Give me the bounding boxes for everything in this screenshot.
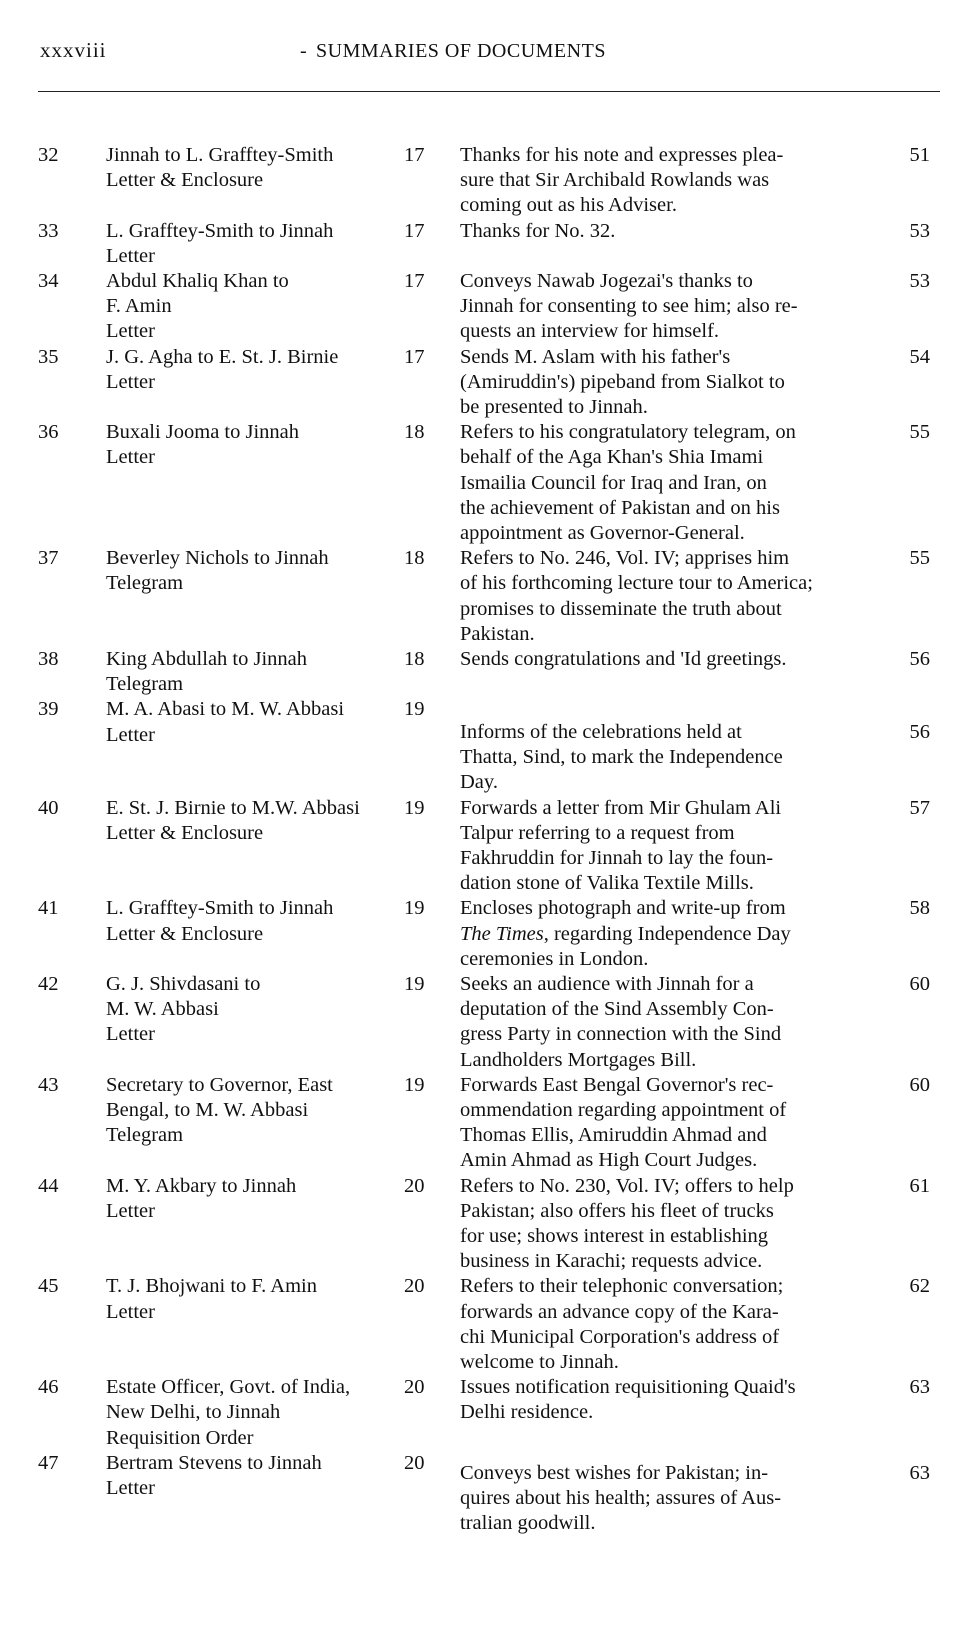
entry-number-line: 36 [38, 421, 59, 444]
entry-title-line: Estate Officer, Govt. of India, [106, 1376, 351, 1399]
entry-page [880, 896, 930, 921]
entry-date-line: 18 [404, 421, 425, 444]
entry-summary [460, 1274, 868, 1375]
summary-entry [0, 219, 968, 269]
entry-page-line: 53 [909, 219, 930, 242]
entry-summary-line: gress Party in connection with the Sind [460, 1023, 782, 1046]
entry-title-line: Telegram [106, 1124, 184, 1147]
page-number: xxxviii [40, 38, 107, 62]
entry-summary-line: Forwards a letter from Mir Ghulam Ali [460, 796, 782, 819]
entry-summary-line: business in Karachi; requests advice. [460, 1250, 763, 1273]
entry-summary-line: dation stone of Valika Textile Mills. [460, 872, 754, 895]
entry-date [404, 420, 440, 445]
entry-summary-line: Talpur referring to a request from [460, 821, 735, 844]
entry-summary-line: be presented to Jinnah. [460, 396, 648, 418]
summary-entry [0, 546, 968, 647]
summary-entry [0, 1174, 968, 1275]
entry-summary-line: forwards an advance copy of the Kara- [460, 1300, 779, 1323]
entry-page [880, 796, 930, 821]
header-rule [38, 91, 940, 92]
entry-title-line: Abdul Khaliq Khan to [106, 270, 289, 292]
entry-summary [460, 647, 868, 672]
entry-date [404, 896, 440, 921]
entry-summary-line: Amin Ahmad as High Court Judges. [460, 1149, 758, 1172]
entry-date-line: 20 [404, 1376, 425, 1399]
entry-number [38, 269, 78, 294]
entry-number-line: 35 [38, 345, 59, 368]
entry-page [880, 720, 930, 745]
entry-title-line: Secretary to Governor, East [106, 1073, 333, 1096]
entry-date [404, 1451, 440, 1476]
entry-summary [460, 546, 868, 647]
entry-number-line: 45 [38, 1275, 59, 1298]
entry-summary-line: Informs of the celebrations held at [460, 721, 742, 744]
entry-summary-line: Thomas Ellis, Amiruddin Ahmad and [460, 1124, 767, 1147]
entry-title [106, 269, 396, 345]
entry-title [106, 1375, 396, 1451]
entry-page-line: 63 [909, 1461, 930, 1484]
entry-summary-line: behalf of the Aga Khan's Shia Imami [460, 446, 764, 469]
entry-date-line: 19 [404, 897, 425, 920]
entry-number [38, 697, 78, 722]
entry-title-line: King Abdullah to Jinnah [106, 648, 308, 670]
entry-title-line: J. G. Agha to E. St. J. Birnie [106, 345, 339, 368]
entry-page [880, 1274, 930, 1299]
entry-date-line: 20 [404, 1451, 425, 1474]
entry-summary-line: Seeks an audience with Jinnah for a [460, 973, 754, 996]
entry-title-line: Letter & Enclosure [106, 922, 264, 945]
entry-page-line: 51 [909, 144, 930, 166]
entry-page-line: 55 [909, 547, 930, 570]
entry-summary-line: Refers to their telephonic conversation; [460, 1275, 784, 1298]
entry-number-line: 32 [38, 144, 59, 166]
entry-page [880, 143, 930, 168]
entry-summary [460, 345, 868, 421]
entry-date [404, 1174, 440, 1199]
entry-title-line: Beverley Nichols to Jinnah [106, 547, 329, 570]
entry-title-line: Letter [106, 244, 155, 267]
entry-summary-line: Delhi residence. [460, 1401, 594, 1424]
entry-title-line: G. J. Shivdasani to [106, 973, 261, 996]
entry-title-line: Letter [106, 370, 155, 393]
entry-summary-line: Forwards East Bengal Governor's rec- [460, 1073, 774, 1096]
entry-title-line: T. J. Bhojwani to F. Amin [106, 1275, 317, 1298]
entry-summary-line: Issues notification requisitioning Quaid's [460, 1376, 796, 1399]
entry-title [106, 420, 396, 470]
entry-page [880, 1174, 930, 1199]
entry-title-line: Buxali Jooma to Jinnah [106, 421, 300, 444]
entry-summary-line: Encloses photograph and write-up from [460, 897, 786, 920]
entry-page-line: 56 [909, 721, 930, 744]
entry-summary-line: (Amiruddin's) pipeband from Sialkot to [460, 370, 785, 393]
entry-page-line: 60 [909, 973, 930, 996]
entry-date [404, 546, 440, 571]
entry-summary-line: for use; shows interest in establishing [460, 1225, 769, 1248]
entry-title-line: Letter [106, 1300, 155, 1323]
entry-date-line: 19 [404, 1073, 425, 1096]
entry-date [404, 1375, 440, 1400]
entry-number-line: 47 [38, 1451, 59, 1474]
entry-page-line: 53 [909, 270, 930, 292]
entry-summary-line: The Times, regarding Independence Day [460, 922, 791, 945]
entry-summary-line: of his forthcoming lecture tour to America; [460, 572, 813, 595]
entry-number [38, 972, 78, 997]
entry-number [38, 219, 78, 244]
entry-date-line: 19 [404, 796, 425, 819]
entry-summary-line: Refers to his congratulatory telegram, on [460, 421, 796, 444]
header-dash: - [300, 40, 307, 62]
entry-page-line: 61 [909, 1174, 930, 1197]
entry-title-line: Letter [106, 723, 155, 746]
entry-summary-line: Fakhruddin for Jinnah to lay the foun- [460, 847, 774, 870]
entry-summary [460, 420, 868, 546]
entry-page-line: 63 [909, 1376, 930, 1399]
entry-title [106, 143, 396, 193]
entry-title-line: Letter & Enclosure [106, 169, 264, 192]
entry-title [106, 796, 396, 846]
entry-title-line: Letter [106, 446, 155, 469]
entry-number-line: 33 [38, 219, 59, 242]
entry-date [404, 269, 440, 294]
entry-date [404, 697, 440, 722]
entry-title-line: Telegram [106, 572, 184, 595]
entry-summary-line: Conveys best wishes for Pakistan; in- [460, 1461, 769, 1484]
entry-summary [460, 796, 868, 897]
entry-summary-line: sure that Sir Archibald Rowlands was [460, 169, 770, 192]
entry-page-line: 57 [909, 796, 930, 819]
entry-title-line: Requisition Order [106, 1426, 254, 1449]
entry-summary [460, 1461, 868, 1537]
entry-number-line: 46 [38, 1376, 59, 1399]
entry-summary-line: Thatta, Sind, to mark the Independence [460, 746, 783, 769]
entry-page-line: 58 [909, 897, 930, 920]
entry-title-line: Letter [106, 1477, 155, 1500]
entry-summary-line: the achievement of Pakistan and on his [460, 496, 780, 519]
entry-date [404, 219, 440, 244]
entry-title-line: Bertram Stevens to Jinnah [106, 1451, 322, 1474]
entry-title [106, 896, 396, 946]
entry-date [404, 972, 440, 997]
entry-number-line: 34 [38, 270, 59, 292]
entry-summary-line: coming out as his Adviser. [460, 194, 677, 217]
entry-summary-line: chi Municipal Corporation's address of [460, 1325, 780, 1348]
entry-date [404, 1274, 440, 1299]
publication-title: The Times [460, 922, 544, 945]
entry-summary-line: tralian goodwill. [460, 1512, 596, 1535]
entry-title-line: Letter [106, 1199, 155, 1222]
entry-summary [460, 896, 868, 972]
summary-entry [0, 1073, 968, 1174]
entry-date-line: 19 [404, 973, 425, 996]
entry-number [38, 647, 78, 672]
entry-number-line: 38 [38, 648, 59, 670]
entry-summary [460, 219, 868, 244]
entry-summary-line: Sends M. Aslam with his father's [460, 345, 731, 368]
entry-number [38, 796, 78, 821]
entry-summary [460, 972, 868, 1073]
entry-number [38, 1375, 78, 1400]
entry-page [880, 546, 930, 571]
summary-entry [0, 972, 968, 1073]
entry-number [38, 1174, 78, 1199]
entry-page-line: 56 [909, 648, 930, 670]
entry-title-line: New Delhi, to Jinnah [106, 1401, 281, 1424]
entry-date-line: 17 [404, 270, 425, 292]
entry-title-line: L. Grafftey-Smith to Jinnah [106, 219, 334, 242]
entry-number-line: 44 [38, 1174, 59, 1197]
entry-title-line: M. W. Abbasi [106, 998, 219, 1021]
running-title: SUMMARIES OF DOCUMENTS [316, 40, 606, 62]
entry-number-line: 40 [38, 796, 59, 819]
entry-date-line: 17 [404, 345, 425, 368]
entry-summary-line: Sends congratulations and 'Id greetings. [460, 648, 787, 670]
entry-title-line: Letter [106, 1023, 155, 1046]
entry-number-line: 41 [38, 897, 59, 920]
entry-page [880, 219, 930, 244]
entry-summary-line: Thanks for his note and expresses plea- [460, 144, 784, 166]
entry-title [106, 1174, 396, 1224]
entry-title-line: F. Amin [106, 295, 172, 318]
summary-entry [0, 420, 968, 546]
entry-summary-line: ommendation regarding appointment of [460, 1099, 787, 1122]
entry-page-line: 60 [909, 1073, 930, 1096]
entry-summary-line: Day. [460, 771, 498, 794]
entry-title [106, 1451, 396, 1501]
entry-summary [460, 1174, 868, 1275]
entry-page [880, 1461, 930, 1486]
entry-title-line: E. St. J. Birnie to M.W. Abbasi [106, 796, 360, 819]
entry-date-line: 17 [404, 144, 425, 166]
entry-title [106, 345, 396, 395]
entry-number [38, 420, 78, 445]
entry-title-line: M. A. Abasi to M. W. Abbasi [106, 698, 345, 721]
entry-title-line: Telegram [106, 673, 184, 696]
entry-number [38, 1451, 78, 1476]
entry-number [38, 896, 78, 921]
entry-number [38, 345, 78, 370]
entry-summary [460, 143, 868, 219]
summary-entry [0, 647, 968, 697]
entry-page [880, 647, 930, 672]
entry-date-line: 19 [404, 698, 425, 721]
entry-summary-line: Ismailia Council for Iraq and Iran, on [460, 471, 767, 494]
entry-summary [460, 1073, 868, 1174]
entry-number-line: 39 [38, 698, 59, 721]
entry-title [106, 219, 396, 269]
entry-summary [460, 720, 868, 796]
entry-summary-line: Landholders Mortgages Bill. [460, 1048, 697, 1071]
summary-entry [0, 345, 968, 421]
entry-title-line: L. Grafftey-Smith to Jinnah [106, 897, 334, 920]
entry-date-line: 20 [404, 1275, 425, 1298]
summary-entry [0, 269, 968, 345]
entry-date-line: 18 [404, 648, 425, 670]
entry-summary-line: quests an interview for himself. [460, 320, 720, 343]
entry-title [106, 1073, 396, 1149]
entry-title-line: Bengal, to M. W. Abbasi [106, 1099, 309, 1122]
entry-summary-line: Thanks for No. 32. [460, 219, 616, 242]
entry-title [106, 697, 396, 747]
entry-page [880, 345, 930, 370]
entry-summary-line: quires about his health; assures of Aus- [460, 1487, 782, 1510]
entry-number [38, 1073, 78, 1098]
entry-page [880, 1375, 930, 1400]
summary-entry [0, 896, 968, 972]
entry-page [880, 269, 930, 294]
entry-title-line: Letter & Enclosure [106, 821, 264, 844]
entry-summary-line: promises to disseminate the truth about [460, 597, 782, 620]
summary-entry [0, 1451, 968, 1535]
entry-summary-line: appointment as Governor-General. [460, 522, 745, 544]
entry-number [38, 1274, 78, 1299]
entry-title [106, 647, 396, 697]
entry-summary [460, 269, 868, 345]
entry-title-line: Jinnah to L. Grafftey-Smith [106, 144, 334, 166]
entry-date [404, 143, 440, 168]
entry-title [106, 972, 396, 1048]
entry-summary-line: welcome to Jinnah. [460, 1351, 619, 1374]
entry-page [880, 420, 930, 445]
entry-summary-line: deputation of the Sind Assembly Con- [460, 998, 774, 1021]
summary-entry [0, 143, 968, 219]
entry-summary-line: Pakistan. [460, 622, 535, 645]
entry-date-line: 18 [404, 547, 425, 570]
entry-page [880, 1073, 930, 1098]
entry-summary-line: Conveys Nawab Jogezai's thanks to [460, 270, 753, 292]
entry-number [38, 143, 78, 168]
entry-page [880, 972, 930, 997]
entry-title [106, 546, 396, 596]
summary-entry [0, 697, 968, 794]
entry-number-line: 43 [38, 1073, 59, 1096]
entry-summary-line: Pakistan; also offers his fleet of trucks [460, 1199, 774, 1222]
entry-title [106, 1274, 396, 1324]
summary-entry [0, 1274, 968, 1375]
entry-date-line: 20 [404, 1174, 425, 1197]
entry-title-line: M. Y. Akbary to Jinnah [106, 1174, 297, 1197]
entry-summary-line: Jinnah for consenting to see him; also re- [460, 295, 798, 318]
summary-entry [0, 1375, 968, 1451]
entry-page-line: 55 [909, 421, 930, 444]
entry-date [404, 1073, 440, 1098]
entry-date [404, 647, 440, 672]
entry-summary-line: Refers to No. 230, Vol. IV; offers to help [460, 1174, 794, 1197]
entry-title-line: Letter [106, 320, 155, 343]
entry-summary [460, 1375, 868, 1425]
entry-date-line: 17 [404, 219, 425, 242]
entry-number [38, 546, 78, 571]
entry-page-line: 62 [909, 1275, 930, 1298]
summary-entry [0, 796, 968, 897]
entry-summary-line: Refers to No. 246, Vol. IV; apprises him [460, 547, 790, 570]
entry-summary-line: ceremonies in London. [460, 947, 649, 970]
entry-date [404, 796, 440, 821]
entry-number-line: 37 [38, 547, 59, 570]
entry-date [404, 345, 440, 370]
page-header [0, 0, 968, 95]
entry-number-line: 42 [38, 973, 59, 996]
entry-page-line: 54 [909, 345, 930, 368]
